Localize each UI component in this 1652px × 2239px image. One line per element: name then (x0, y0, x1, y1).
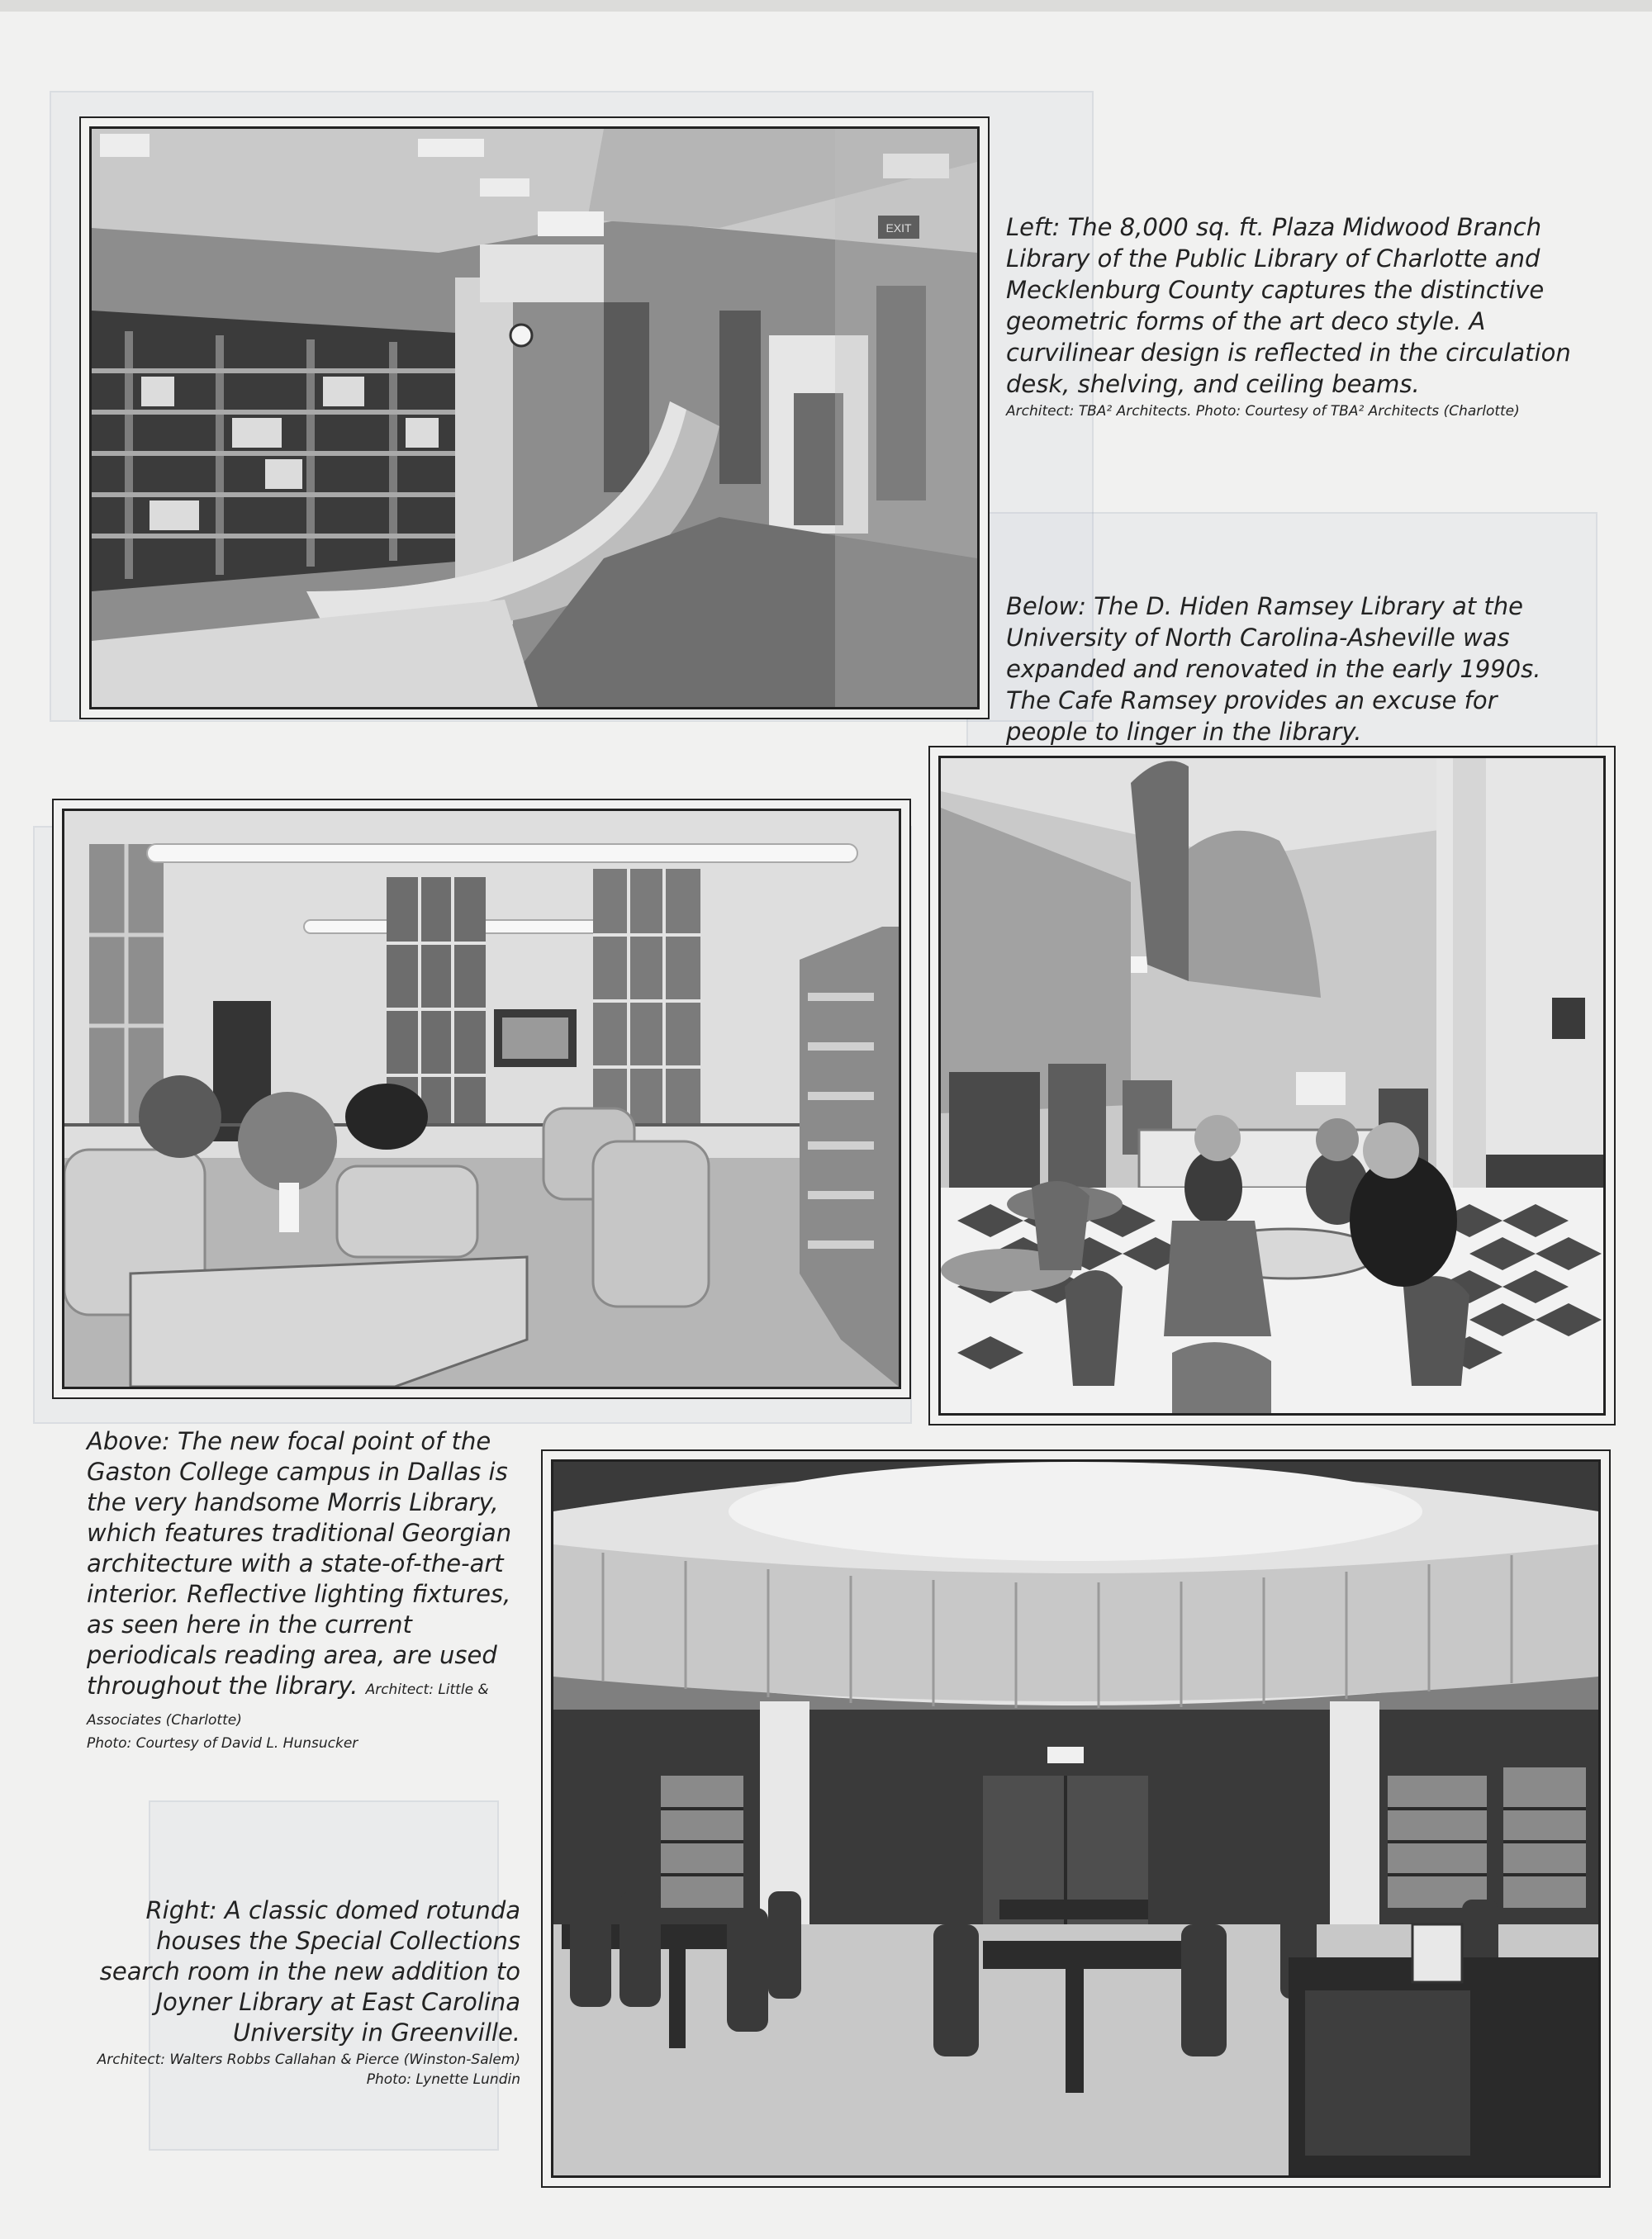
photo-morris-library-reading-area (52, 799, 911, 1399)
caption-left (1006, 211, 1584, 421)
caption-right-architect: Architect: Walters Robbs Callahan & Pierce (Winston-Salem) (97, 2052, 520, 2068)
caption-right-text: Right: A classic domed rotunda houses the Special Collections search room in the new addition to Joyner Library at East Carolina University in Greenville. (99, 1896, 520, 2047)
caption-right (83, 1895, 520, 2090)
photo-plaza-midwood-library (79, 116, 990, 719)
caption-left-text: Left: The 8,000 sq. ft. Plaza Midwood Branch Library of the Public Library of Charlotte and Mecklenburg County captures the distinctive geometric forms of the art deco style. A curvilinear design is reflected in the circulation desk, shelving, and ceiling beams. (1006, 213, 1571, 398)
caption-below (1006, 591, 1584, 769)
caption-below-text: Below: The D. Hiden Ramsey Library at the University of North Carolina-Asheville was expanded and renovated in the early 1990s. The Cafe Ramsey provides an excuse for people to linger in the library. (1006, 592, 1541, 746)
photo-joyner-library-rotunda (541, 1449, 1611, 2188)
caption-above-architect: Architect: Little & Associates (Charlotte) (87, 1682, 489, 1729)
page-top-edge (0, 0, 1652, 12)
caption-left-credit: Architect: TBA² Architects. Photo: Courtesy of TBA² Architects (Charlotte) (1006, 403, 1520, 420)
caption-above (87, 1426, 516, 1753)
caption-above-text: Above: The new focal point of the Gaston College campus in Dallas is the very handsome Morris Library, which features traditional Georgian architecture with a state-of-the-art interior. Reflective lighting fixtures, as seen here in the current periodicals reading area, are used throughout the library. (87, 1427, 512, 1700)
caption-right-credit: Photo: Lynette Lundin (366, 2071, 520, 2088)
exit-sign: EXIT (885, 221, 912, 235)
caption-above-credit: Photo: Courtesy of David L. Hunsucker (87, 1735, 358, 1752)
photo-cafe-ramsey (928, 746, 1616, 1425)
